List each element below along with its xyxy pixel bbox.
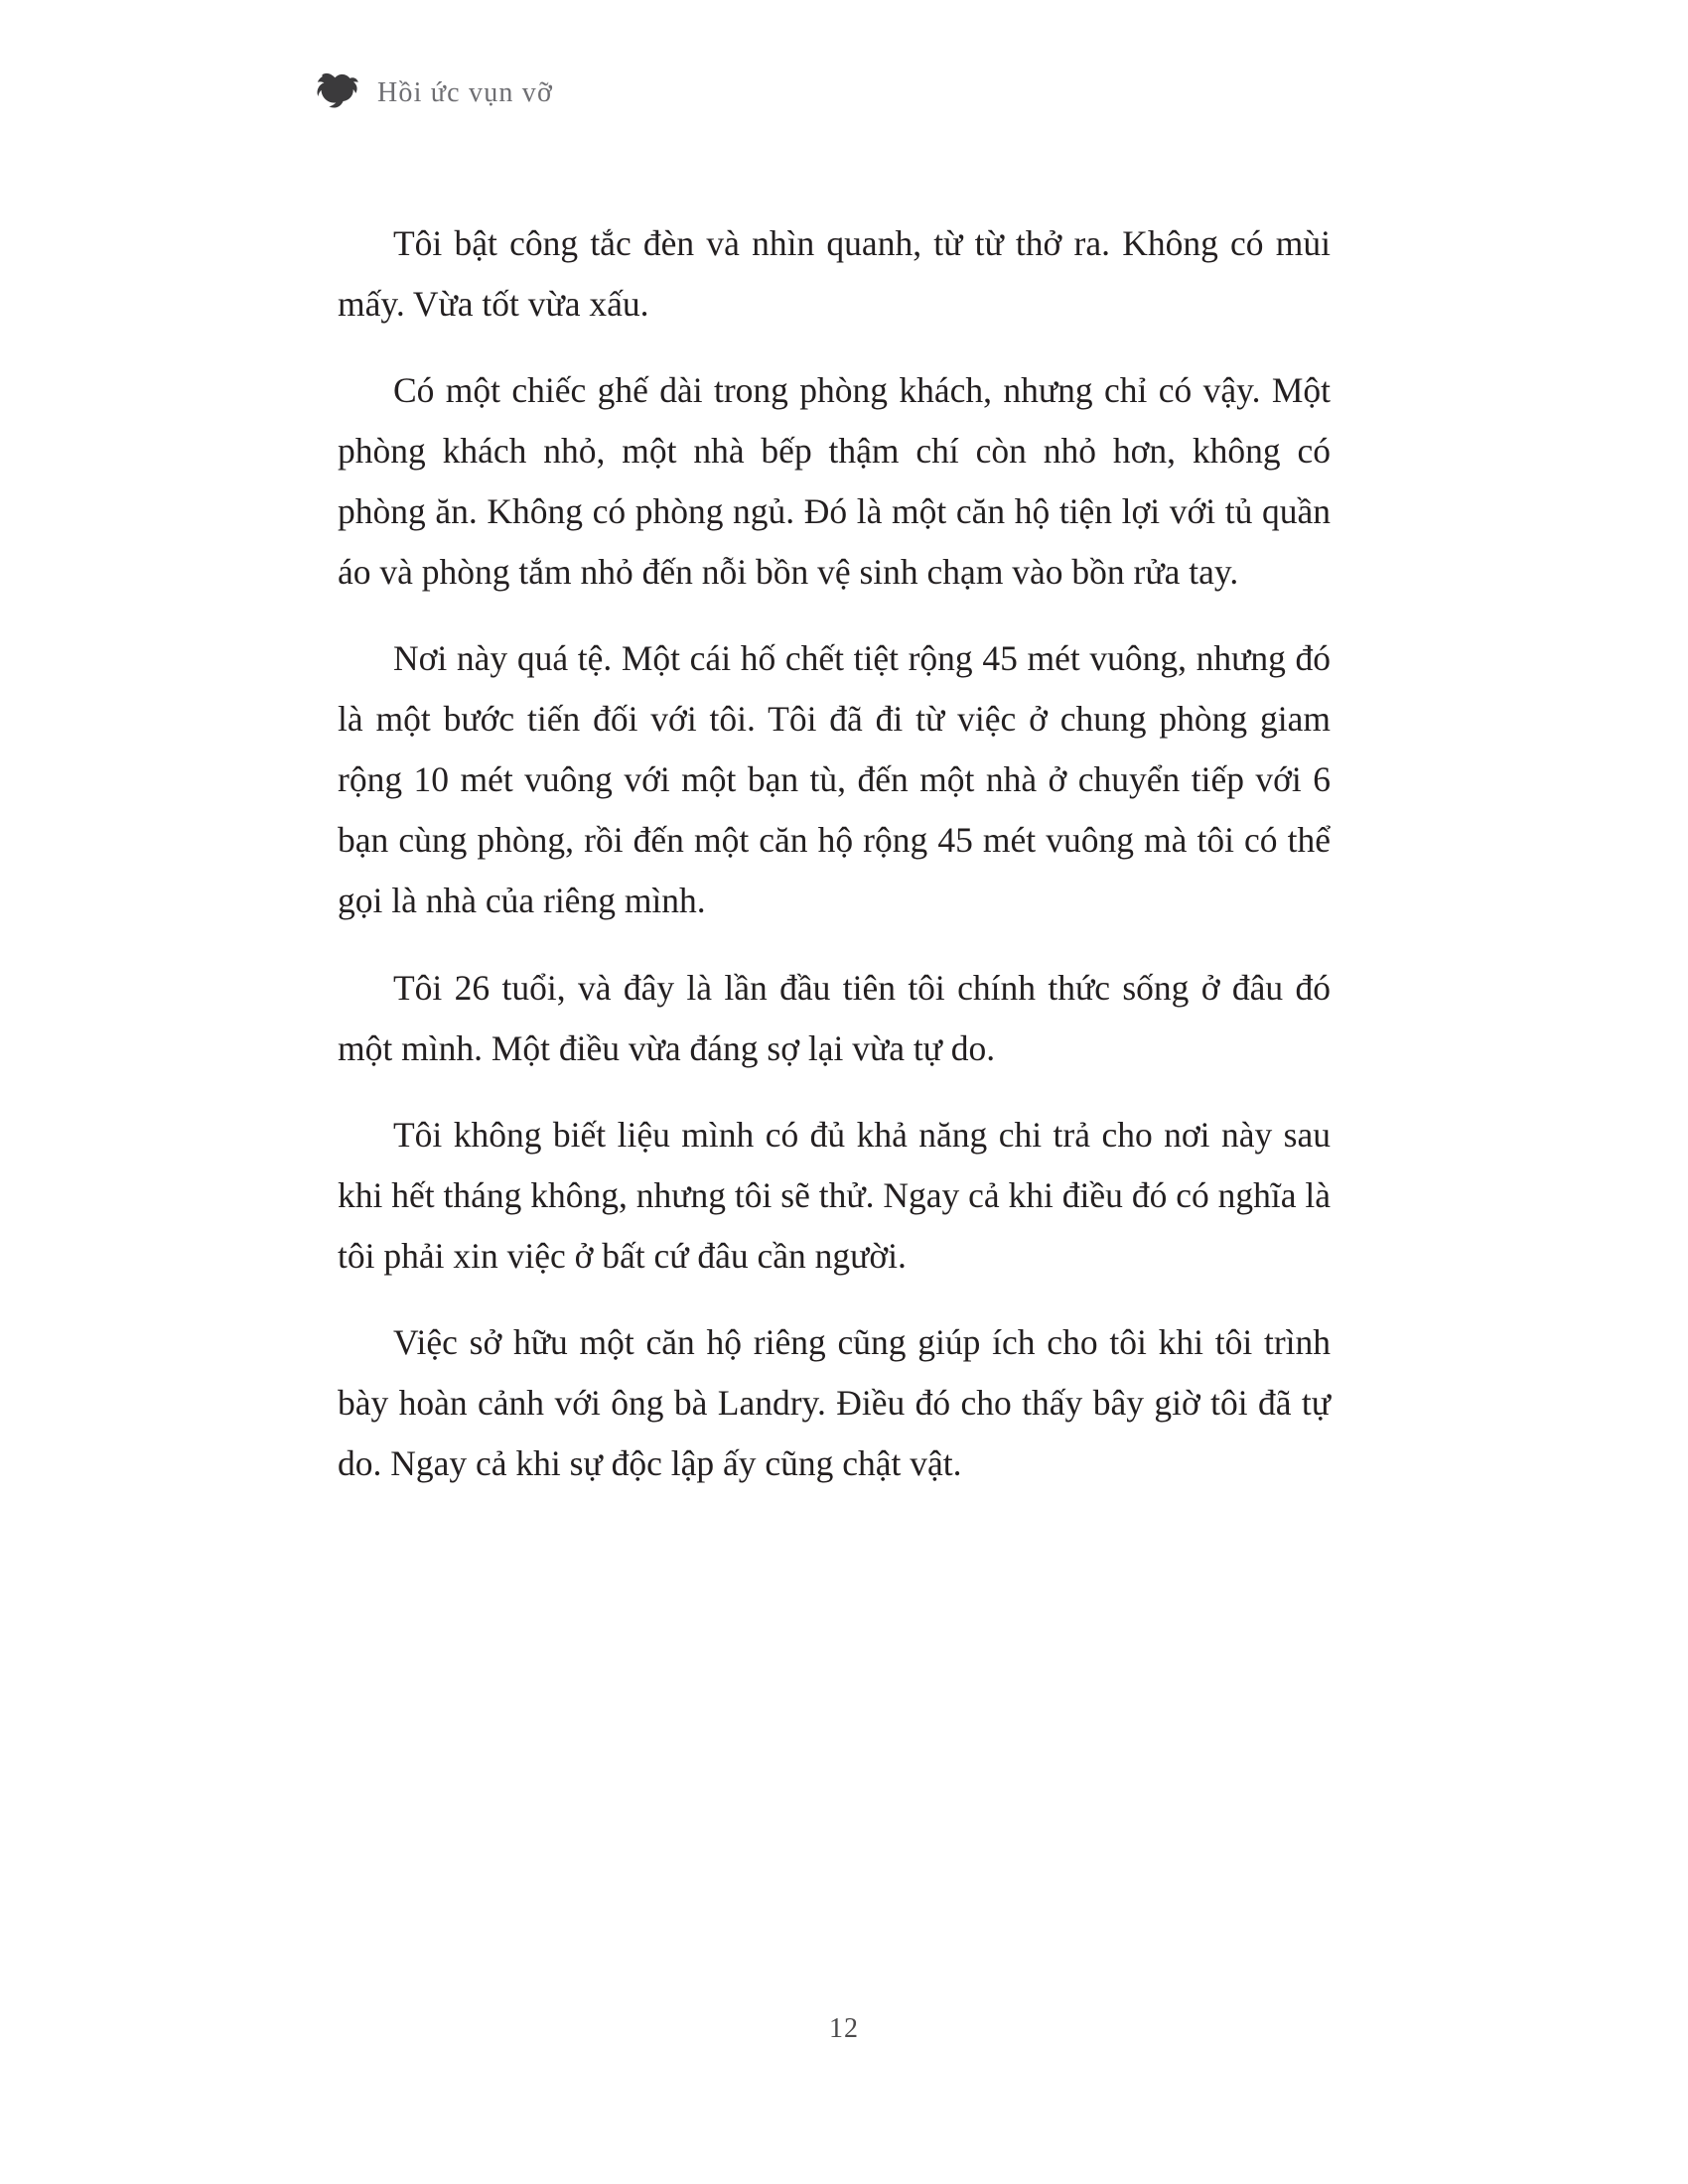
paragraph: Tôi không biết liệu mình có đủ khả năng chi trả cho nơi này sau khi hết tháng không, nhưng tôi sẽ thử. Ngay cả khi điều đó có nghĩa là tôi phải xin việc ở bất cứ đâu cần người. xyxy=(338,1114,1331,1276)
running-head xyxy=(316,62,553,113)
running-head-title: Hồi ức vụn vỡ xyxy=(377,77,554,108)
paragraph: Nơi này quá tệ. Một cái hố chết tiệt rộng 45 mét vuông, nhưng đó là một bước tiến đối với tôi. Tôi đã đi từ việc ở chung phòng giam rộng 10 mét vuông với một bạn tù, đến một nhà ở chuyển tiếp với 6 bạn cùng phòng, rồi đến một căn hộ rộng 45 mét vuông mà tôi có thể gọi là nhà của riêng mình. xyxy=(338,638,1331,921)
paragraph: Tôi bật công tắc đèn và nhìn quanh, từ từ thở ra. Không có mùi mấy. Vừa tốt vừa xấu. xyxy=(338,223,1331,325)
page-number: 12 xyxy=(829,2013,859,2044)
paragraph: Tôi 26 tuổi, và đây là lần đầu tiên tôi chính thức sống ở đâu đó một mình. Một điều vừa đáng sợ lại vừa tự do. xyxy=(338,967,1331,1068)
bird-icon xyxy=(316,62,367,113)
body-text-column xyxy=(338,213,1331,1494)
paragraph: Có một chiếc ghế dài trong phòng khách, nhưng chỉ có vậy. Một phòng khách nhỏ, một nhà bếp thậm chí còn nhỏ hơn, không có phòng ăn. Không có phòng ngủ. Đó là một căn hộ tiện lợi với tủ quần áo và phòng tắm nhỏ đến nỗi bồn vệ sinh chạm vào bồn rửa tay. xyxy=(338,370,1331,593)
paragraph: Việc sở hữu một căn hộ riêng cũng giúp ích cho tôi khi tôi trình bày hoàn cảnh với ông bà Landry. Điều đó cho thấy bây giờ tôi đã tự do. Ngay cả khi sự độc lập ấy cũng chật vật. xyxy=(338,1321,1331,1483)
